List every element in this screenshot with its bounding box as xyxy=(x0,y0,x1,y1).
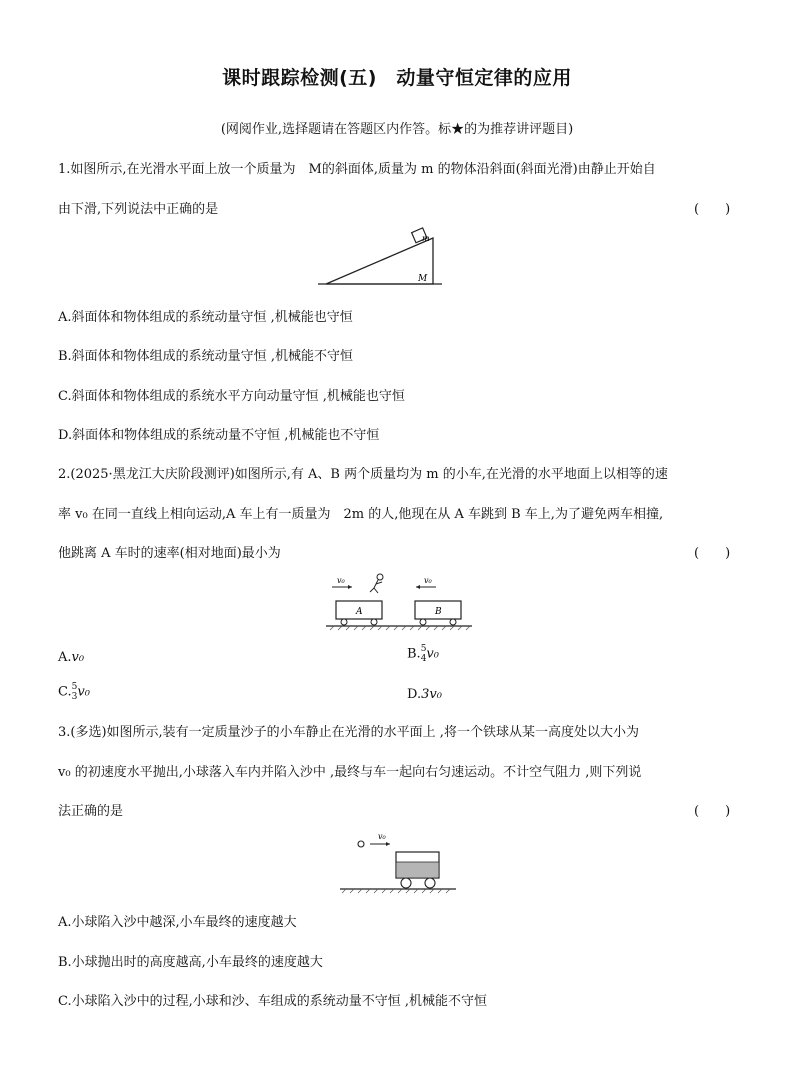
q1-option-c: C.斜面体和物体组成的系统水平方向动量守恒 ,机械能也守恒 xyxy=(58,389,405,404)
q1-answer-paren: ( ) xyxy=(694,202,731,217)
q3-option-a: A.小球陷入沙中越深,小车最终的速度越大 xyxy=(58,915,297,930)
q2-option-a: A.v₀ xyxy=(58,650,85,665)
q3-v0-label: v₀ xyxy=(378,832,386,841)
q1-option-a: A.斜面体和物体组成的系统动量守恒 ,机械能也守恒 xyxy=(58,310,353,325)
q1-option-d: D.斜面体和物体组成的系统动量不守恒 ,机械能也不守恒 xyxy=(58,428,380,443)
q1-option-b: B.斜面体和物体组成的系统动量守恒 ,机械能不守恒 xyxy=(58,349,353,364)
q2-v0-right-label: v₀ xyxy=(424,576,432,585)
q3-sand-cart-figure xyxy=(340,828,456,896)
q3-stem-line1: 3.(多选)如图所示,装有一定质量沙子的小车静止在光滑的水平面上 ,将一个铁球从某一高度处以大小为 xyxy=(58,725,639,740)
q3-option-c: C.小球陷入沙中的过程,小球和沙、车组成的系统动量不守恒 ,机械能不守恒 xyxy=(58,994,488,1009)
q2-option-b: B. 5 4 v₀ xyxy=(407,644,439,664)
page-subtitle: (网阅作业,选择题请在答题区内作答。标★的为推荐讲评题目) xyxy=(220,122,574,137)
q3-iron-ball xyxy=(358,841,364,847)
q2-option-d: D.3v₀ xyxy=(407,687,442,702)
q1-incline-wedge xyxy=(326,238,433,284)
q2-v0-left-label: v₀ xyxy=(337,576,345,585)
q2-person xyxy=(370,574,383,593)
q3-stem-line2: v₀ 的初速度水平抛出,小球落入车内并陷入沙中 ,最终与车一起向右匀速运动。不计空气阻力 ,则下列说 xyxy=(58,765,642,780)
page-title: 课时跟踪检测(五) 动量守恒定律的应用 xyxy=(222,67,572,89)
q1-label-m: m xyxy=(422,234,430,243)
q2-stem-line2: 率 v₀ 在同一直线上相向运动,A 车上有一质量为 2m 的人,他现在从 A 车跳到 B 车上,为了避免两车相撞, xyxy=(58,507,664,522)
q2-answer-paren: ( ) xyxy=(694,546,731,561)
q3-sand xyxy=(397,862,438,877)
q1-label-M: M xyxy=(418,274,428,284)
q3-answer-paren: ( ) xyxy=(694,804,731,819)
q2-option-b-fraction: 5 4 xyxy=(420,644,427,664)
q2-cart-b-label: B xyxy=(435,607,442,617)
q1-incline-figure xyxy=(318,224,442,288)
q2-stem-line1: 2.(2025·黑龙江大庆阶段测评)如图所示,有 A、B 两个质量均为 m 的小车,在光滑的水平地面上以相等的速 xyxy=(58,467,668,482)
q2-option-c: C. 5 3 v₀ xyxy=(58,682,90,702)
q3-wheel-left xyxy=(401,878,411,888)
q1-stem-line1: 1.如图所示,在光滑水平面上放一个质量为 M的斜面体,质量为 m 的物体沿斜面(斜面光滑)由静止开始自 xyxy=(58,162,656,177)
q3-option-b: B.小球抛出时的高度越高,小车最终的速度越大 xyxy=(58,955,323,970)
q2-stem-line3: 他跳离 A 车时的速率(相对地面)最小为 xyxy=(58,546,281,561)
q3-stem-line3: 法正确的是 xyxy=(58,804,124,819)
q2-carts-figure xyxy=(326,572,472,632)
q1-stem-line2: 由下滑,下列说法中正确的是 xyxy=(58,202,219,217)
q2-cart-a-label: A xyxy=(356,607,363,617)
q3-wheel-right xyxy=(425,878,435,888)
q2-option-c-fraction: 5 3 xyxy=(71,682,78,702)
